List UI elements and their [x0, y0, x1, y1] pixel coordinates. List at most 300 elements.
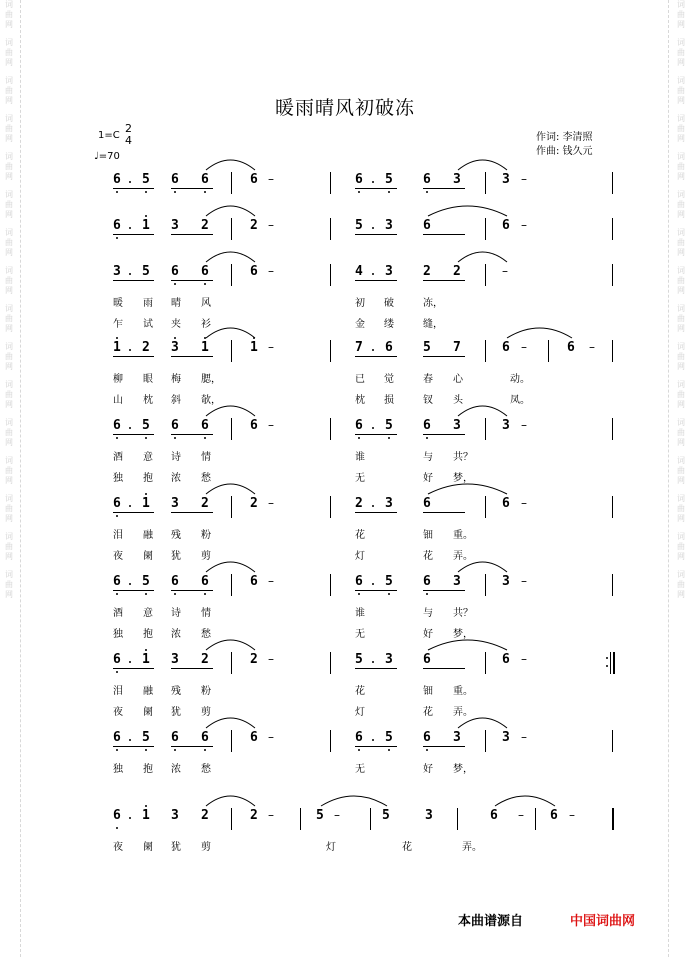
watermark-text: 词曲网 [677, 114, 685, 143]
watermark-text: 词曲网 [5, 228, 13, 257]
lyric-char: 浓 [171, 629, 181, 640]
lyric-char: 缝， [423, 319, 443, 330]
watermark-text: 词曲网 [5, 418, 13, 447]
lyric-char: 意 [143, 608, 153, 619]
beam-underline [423, 188, 465, 189]
note: 5 [382, 808, 390, 823]
low-octave-dot [388, 191, 390, 193]
note: 3 [453, 574, 461, 589]
note: 6 [113, 730, 121, 745]
note: 2 [423, 264, 431, 279]
low-octave-dot [174, 191, 176, 193]
watermark-text: 词曲网 [5, 152, 13, 181]
watermark-text: 词曲网 [677, 418, 685, 447]
note: 5 [385, 418, 393, 433]
barline [612, 218, 613, 240]
barline [231, 652, 232, 674]
note: 3 [171, 808, 179, 823]
sustain-dash: – [268, 218, 274, 232]
tie-arc [206, 206, 255, 216]
lyric-char: 钗 [423, 395, 433, 406]
tie-arc [206, 796, 255, 806]
note: 5 [385, 172, 393, 187]
barline [330, 218, 331, 240]
sustain-dash: – [518, 808, 524, 822]
note: 3 [171, 340, 179, 355]
tie-arc [206, 328, 255, 338]
beam-underline [355, 512, 397, 513]
lyric-char: 阑 [143, 551, 153, 562]
lyric-char: 融 [143, 686, 153, 697]
note: 6 [250, 172, 258, 187]
augmentation-dot [129, 181, 131, 183]
lyric-char: 破 [384, 298, 394, 309]
lyric-char: 花 [355, 530, 365, 541]
note: 6 [250, 264, 258, 279]
lyric-char: 抱 [143, 629, 153, 640]
watermark-text: 词曲网 [5, 456, 13, 485]
low-octave-dot [388, 593, 390, 595]
beam-underline [423, 512, 465, 513]
lyric-char: 粉 [201, 686, 211, 697]
barline [485, 172, 486, 194]
note: 6 [201, 264, 209, 279]
lyric-char: 剪 [201, 842, 211, 853]
note: 3 [502, 574, 510, 589]
low-octave-dot [204, 749, 206, 751]
lyric-char: 无 [355, 629, 365, 640]
sustain-dash: – [334, 808, 340, 822]
sustain-dash: – [268, 496, 274, 510]
beam-underline [355, 434, 397, 435]
watermark-text: 词曲网 [677, 266, 685, 295]
augmentation-dot [129, 505, 131, 507]
beam-underline [113, 280, 154, 281]
note: 6 [550, 808, 558, 823]
lyric-char: 抱 [143, 473, 153, 484]
lyric-char: 缕 [384, 319, 394, 330]
beam-underline [423, 280, 465, 281]
composer-credit: 作曲: 钱久元 [536, 146, 593, 157]
lyric-char: 钿 [423, 530, 433, 541]
barline [485, 730, 486, 752]
sustain-dash: – [268, 418, 274, 432]
augmentation-dot [372, 739, 374, 741]
barline [548, 340, 549, 362]
note: 2 [355, 496, 363, 511]
lyric-char: 谁 [355, 452, 365, 463]
lyric-char: 浓 [171, 473, 181, 484]
sustain-dash: – [268, 264, 274, 278]
watermark-text: 词曲网 [677, 342, 685, 371]
lyric-char: 灯 [326, 842, 336, 853]
beam-underline [113, 668, 154, 669]
watermark-text: 词曲网 [677, 0, 685, 29]
watermark-text: 词曲网 [677, 190, 685, 219]
barline [610, 652, 611, 674]
lyric-char: 雨 [143, 298, 153, 309]
barline [330, 730, 331, 752]
lyric-char: 泪 [113, 686, 123, 697]
note: 6 [171, 172, 179, 187]
barline [231, 340, 232, 362]
note: 5 [142, 418, 150, 433]
note: 4 [355, 264, 363, 279]
sustain-dash: – [521, 730, 527, 744]
note: 3 [502, 172, 510, 187]
tie-arc [428, 640, 507, 650]
note: 6 [250, 418, 258, 433]
low-octave-dot [145, 593, 147, 595]
note: 6 [113, 652, 121, 667]
note: 3 [385, 652, 393, 667]
lyric-char: 夹 [171, 319, 181, 330]
barline [330, 496, 331, 518]
lyric-char: 灯 [355, 551, 365, 562]
note: 3 [385, 264, 393, 279]
beam-underline [171, 668, 213, 669]
note: 6 [201, 730, 209, 745]
sustain-dash: – [268, 340, 274, 354]
tie-arc [458, 406, 507, 416]
augmentation-dot [129, 817, 131, 819]
note: 6 [250, 574, 258, 589]
sustain-dash: – [521, 218, 527, 232]
lyric-char: 共？ [453, 452, 473, 463]
note: 6 [201, 418, 209, 433]
sustain-dash: – [521, 418, 527, 432]
note: 5 [316, 808, 324, 823]
watermark-text: 词曲网 [677, 152, 685, 181]
beam-underline [113, 434, 154, 435]
lyric-char: 诗 [171, 608, 181, 619]
sustain-dash: – [521, 652, 527, 666]
lyric-char: 独 [113, 629, 123, 640]
lyric-char: 衫 [201, 319, 211, 330]
source-label: 本曲谱源自 [458, 914, 524, 929]
watermark-text: 词曲网 [5, 304, 13, 333]
note: 6 [201, 574, 209, 589]
beam-underline [423, 434, 465, 435]
tie-arc [206, 640, 255, 650]
beam-underline [113, 188, 154, 189]
lyric-char: 情 [201, 608, 211, 619]
barline [330, 172, 331, 194]
barline [231, 172, 232, 194]
lyric-char: 酒 [113, 608, 123, 619]
note: 6 [490, 808, 498, 823]
watermark-text: 词曲网 [677, 456, 685, 485]
high-octave-dot [174, 337, 176, 339]
low-octave-dot [116, 191, 118, 193]
sustain-dash: – [268, 574, 274, 588]
tie-arc [507, 328, 572, 338]
watermark-text: 词曲网 [5, 190, 13, 219]
barline [485, 264, 486, 286]
note: 2 [250, 652, 258, 667]
lyric-char: 阑 [143, 707, 153, 718]
barline [300, 808, 301, 830]
source-site-link[interactable]: 中国词曲网 [570, 914, 636, 929]
lyric-char: 已 [355, 374, 365, 385]
time-signature-bottom: 4 [125, 134, 132, 147]
watermark-text: 词曲网 [5, 532, 13, 561]
key-signature: 1=C [98, 130, 120, 141]
note: 6 [113, 172, 121, 187]
note: 5 [142, 264, 150, 279]
lyric-char: 夜 [113, 707, 123, 718]
lyric-char: 风 [201, 298, 211, 309]
lyric-char: 诗 [171, 452, 181, 463]
lyric-char: 夜 [113, 842, 123, 853]
beam-underline [171, 512, 213, 513]
barline [612, 574, 613, 596]
beam-underline [171, 746, 213, 747]
beam-underline [171, 590, 213, 591]
beam-underline [355, 356, 397, 357]
note: 6 [423, 218, 431, 233]
augmentation-dot [129, 273, 131, 275]
note: 5 [385, 574, 393, 589]
beam-underline [355, 668, 397, 669]
low-octave-dot [116, 515, 118, 517]
lyric-char: 试 [143, 319, 153, 330]
high-octave-dot [145, 493, 147, 495]
note: 5 [385, 730, 393, 745]
sustain-dash: – [268, 808, 274, 822]
low-octave-dot [116, 749, 118, 751]
sustain-dash: – [521, 172, 527, 186]
lyric-char: 犹 [171, 551, 181, 562]
lyric-char: 犹 [171, 707, 181, 718]
augmentation-dot [129, 227, 131, 229]
quarter-note-icon: ♩ [94, 151, 99, 162]
lyric-char: 谁 [355, 608, 365, 619]
lyric-char: 独 [113, 473, 123, 484]
barline [231, 730, 232, 752]
tie-arc [458, 160, 507, 170]
watermark-text: 词曲网 [677, 380, 685, 409]
barline [330, 418, 331, 440]
low-octave-dot [116, 671, 118, 673]
barline [231, 218, 232, 240]
note: 6 [355, 730, 363, 745]
lyric-char: 夜 [113, 551, 123, 562]
lyric-char: 钿 [423, 686, 433, 697]
beam-underline [423, 234, 465, 235]
barline [330, 652, 331, 674]
note: 3 [453, 172, 461, 187]
watermark-text: 词曲网 [677, 494, 685, 523]
note: 3 [171, 218, 179, 233]
beam-underline [113, 590, 154, 591]
note: 6 [502, 218, 510, 233]
lyric-char: 花 [423, 551, 433, 562]
lyric-char: 心 [453, 374, 463, 385]
tempo-value: =70 [98, 151, 120, 162]
note: 2 [201, 496, 209, 511]
lyric-char: 愁 [201, 629, 211, 640]
lyric-char: 弄。 [462, 842, 482, 853]
lyric-char: 无 [355, 473, 365, 484]
note: 6 [423, 172, 431, 187]
barline [330, 264, 331, 286]
note: 1 [250, 340, 258, 355]
sustain-dash: – [569, 808, 575, 822]
lyric-char: 无 [355, 764, 365, 775]
lyric-char: 动。 [510, 374, 530, 385]
beam-underline [423, 746, 465, 747]
watermark-text: 词曲网 [677, 532, 685, 561]
time-signature-top: 2 [125, 122, 132, 135]
note: 7 [453, 340, 461, 355]
watermark-text: 词曲网 [677, 228, 685, 257]
lyric-char: 柳 [113, 374, 123, 385]
barline [485, 496, 486, 518]
augmentation-dot [129, 583, 131, 585]
barline [485, 574, 486, 596]
note: 6 [113, 808, 121, 823]
note: 6 [113, 574, 121, 589]
augmentation-dot [129, 739, 131, 741]
lyric-char: 重。 [453, 686, 473, 697]
repeat-dot [606, 657, 608, 659]
note: 3 [453, 418, 461, 433]
tie-arc [206, 160, 255, 170]
lyric-char: 眼 [143, 374, 153, 385]
beam-underline [355, 746, 397, 747]
barline [612, 418, 613, 440]
barline [330, 340, 331, 362]
lyric-char: 残 [171, 686, 181, 697]
beam-underline [423, 590, 465, 591]
watermark-text: 词曲网 [5, 76, 13, 105]
note: 3 [502, 418, 510, 433]
final-barline [613, 652, 615, 674]
augmentation-dot [372, 181, 374, 183]
beam-underline [113, 234, 154, 235]
sustain-dash: – [268, 652, 274, 666]
lyric-char: 冻， [423, 298, 443, 309]
augmentation-dot [372, 427, 374, 429]
lyric-char: 暖 [113, 298, 123, 309]
low-octave-dot [426, 749, 428, 751]
lyric-char: 梅 [171, 374, 181, 385]
note: 6 [502, 340, 510, 355]
watermark-text: 词曲网 [677, 38, 685, 67]
note: 6 [171, 418, 179, 433]
low-octave-dot [358, 191, 360, 193]
lyric-char: 金 [355, 319, 365, 330]
augmentation-dot [372, 273, 374, 275]
lyric-char: 头 [453, 395, 463, 406]
beam-underline [423, 356, 465, 357]
watermark-text: 词曲网 [5, 380, 13, 409]
augmentation-dot [129, 661, 131, 663]
beam-underline [355, 188, 397, 189]
high-octave-dot [145, 805, 147, 807]
note: 2 [250, 218, 258, 233]
high-octave-dot [204, 337, 206, 339]
note: 6 [171, 264, 179, 279]
note: 6 [355, 172, 363, 187]
barline [231, 264, 232, 286]
note: 3 [385, 218, 393, 233]
low-octave-dot [116, 593, 118, 595]
note: 5 [142, 574, 150, 589]
barline [485, 218, 486, 240]
barline [612, 496, 613, 518]
lyric-char: 抱 [143, 764, 153, 775]
note: 2 [142, 340, 150, 355]
tie-arc [458, 562, 507, 572]
note: 6 [171, 730, 179, 745]
low-octave-dot [174, 283, 176, 285]
note: 6 [201, 172, 209, 187]
low-octave-dot [358, 437, 360, 439]
high-octave-dot [116, 337, 118, 339]
sustain-dash: – [268, 172, 274, 186]
note: 1 [142, 808, 150, 823]
lyric-char: 春 [423, 374, 433, 385]
augmentation-dot [372, 661, 374, 663]
high-octave-dot [145, 215, 147, 217]
lyric-char: 浓 [171, 764, 181, 775]
low-octave-dot [426, 191, 428, 193]
note: 1 [113, 340, 121, 355]
watermark-text: 词曲网 [5, 114, 13, 143]
low-octave-dot [145, 437, 147, 439]
lyric-char: 重。 [453, 530, 473, 541]
augmentation-dot [372, 505, 374, 507]
lyric-char: 觉 [384, 374, 394, 385]
barline [612, 730, 613, 752]
note: 5 [355, 652, 363, 667]
watermark-text: 词曲网 [5, 38, 13, 67]
sustain-dash: – [521, 340, 527, 354]
tie-arc [458, 252, 507, 262]
lyric-char: 阑 [143, 842, 153, 853]
beam-underline [355, 280, 397, 281]
augmentation-dot [372, 227, 374, 229]
tie-arc [495, 796, 555, 806]
tie-arc [458, 718, 507, 728]
barline [231, 808, 232, 830]
note: 6 [113, 496, 121, 511]
note: 2 [201, 652, 209, 667]
lyric-char: 枕 [355, 395, 365, 406]
low-octave-dot [426, 593, 428, 595]
barline [535, 808, 536, 830]
lyric-char: 粉 [201, 530, 211, 541]
low-octave-dot [174, 749, 176, 751]
lyric-char: 腮， [201, 374, 221, 385]
low-octave-dot [358, 593, 360, 595]
lyric-char: 弄。 [453, 707, 473, 718]
lyric-char: 共？ [453, 608, 473, 619]
note: 2 [201, 218, 209, 233]
note: 6 [113, 418, 121, 433]
note: 1 [142, 496, 150, 511]
lyric-char: 花 [423, 707, 433, 718]
lyric-char: 凤。 [510, 395, 530, 406]
lyric-char: 意 [143, 452, 153, 463]
watermark-text: 词曲网 [677, 570, 685, 599]
lyric-char: 犹 [171, 842, 181, 853]
barline [485, 652, 486, 674]
lyricist-credit: 作词: 李清照 [536, 132, 593, 143]
low-octave-dot [388, 749, 390, 751]
